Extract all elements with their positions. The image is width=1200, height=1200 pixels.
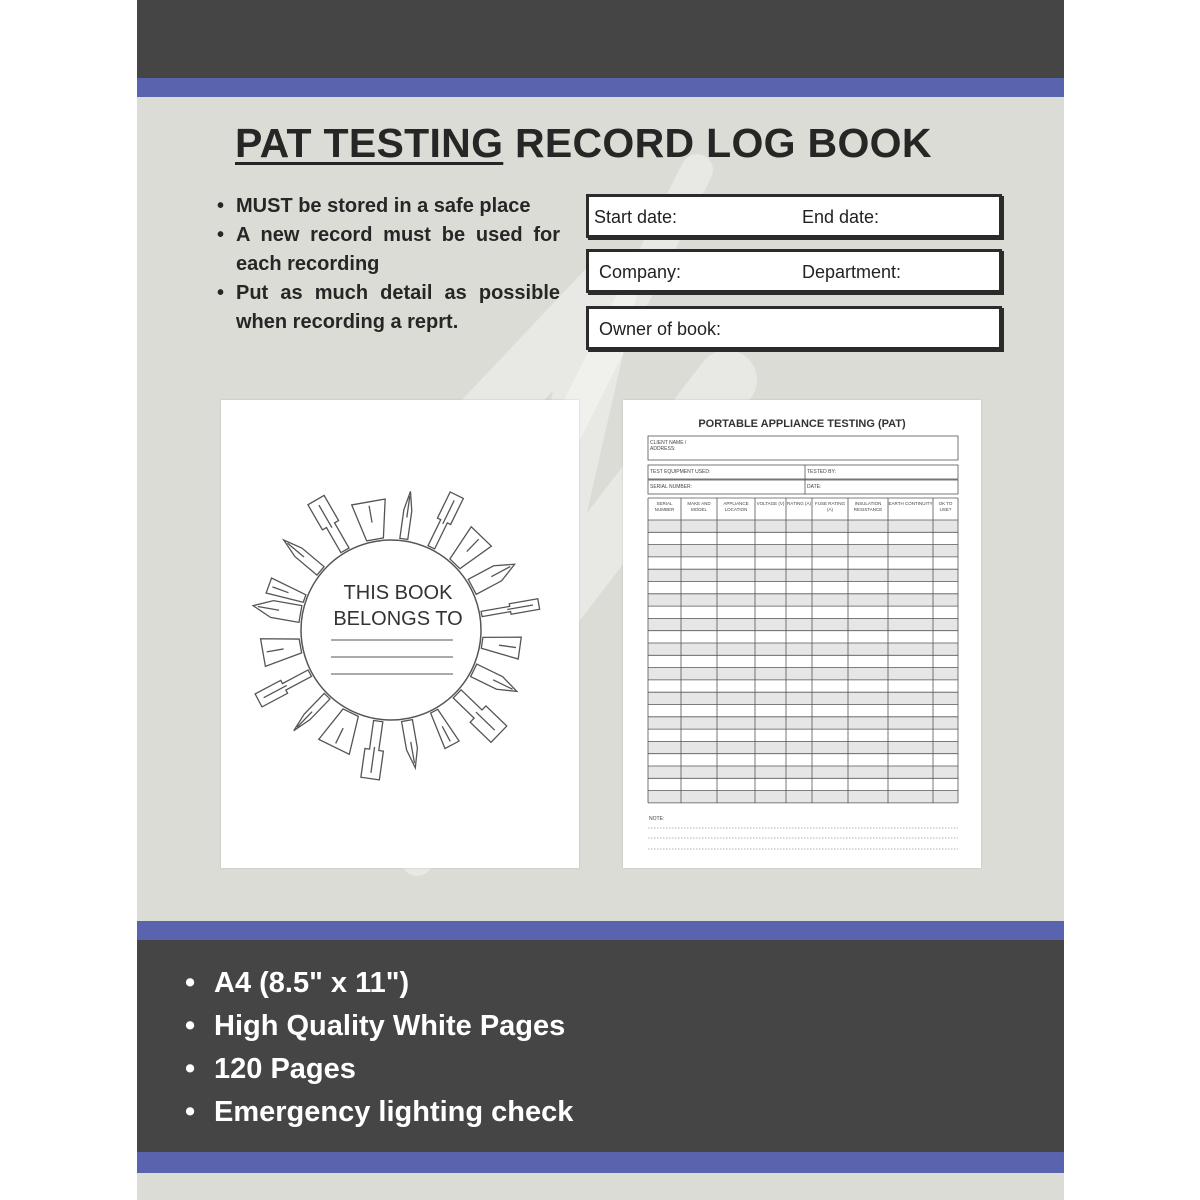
tested-by-label: TESTED BY: xyxy=(807,469,836,475)
tool-icon xyxy=(291,693,330,733)
tool-icon xyxy=(361,720,388,780)
client-label: CLIENT NAME / ADDRESS: xyxy=(650,440,687,452)
column-header: VOLTAGE (V) xyxy=(756,501,785,506)
column-header: FUSE RATING (A) xyxy=(815,501,845,512)
tool-icon xyxy=(252,597,302,622)
owner-label: Owner of book: xyxy=(599,319,722,339)
start-date-label: Start date: xyxy=(594,207,678,227)
tool-icon xyxy=(427,707,459,748)
column-header: MAKE AND MODEL xyxy=(687,501,711,512)
column-header: RATING (A) xyxy=(787,501,811,506)
belongs-line-2: BELONGS TO xyxy=(333,608,463,630)
book-cover xyxy=(137,0,1064,1200)
date-label: DATE: xyxy=(807,484,822,490)
column-header: APPLIANCE LOCATION xyxy=(723,501,749,512)
preview-record-page xyxy=(623,400,981,868)
tool-icon xyxy=(255,667,313,707)
tool-icon xyxy=(352,499,392,542)
feature-item: • Emergency lighting check xyxy=(185,1091,573,1134)
tool-icon xyxy=(280,536,324,575)
record-page-title: PORTABLE APPLIANCE TESTING (PAT) xyxy=(698,418,906,430)
top-dark-band xyxy=(137,0,1064,78)
note-label: NOTE: xyxy=(649,816,665,822)
features-list xyxy=(185,962,573,1134)
title-underlined: PAT TESTING xyxy=(235,120,504,166)
bottom-blue-stripe-lower xyxy=(137,1152,1064,1173)
tools-wreath-illustration xyxy=(221,400,579,868)
bottom-blue-stripe-upper xyxy=(137,921,1064,940)
department-label: Department: xyxy=(802,262,902,282)
column-header: OK TO USE? xyxy=(938,501,953,512)
tool-icon xyxy=(449,686,506,743)
company-box xyxy=(586,249,1002,293)
tool-icon xyxy=(402,720,421,769)
page-title xyxy=(235,120,995,167)
title-rest: RECORD LOG BOOK xyxy=(503,120,932,166)
serial-number-label: SERIAL NUMBER: xyxy=(650,484,693,490)
column-header: EARTH CONTINUITY xyxy=(888,501,933,506)
feature-item: • 120 Pages xyxy=(185,1048,573,1091)
rules-list xyxy=(215,192,560,337)
tool-icon xyxy=(261,632,303,666)
tool-icon xyxy=(481,599,540,620)
tool-icon xyxy=(400,491,415,540)
rule-item: • A new record must be used for each recording xyxy=(215,221,560,279)
feature-item: • High Quality White Pages xyxy=(185,1005,573,1048)
column-header: SERIAL NUMBER xyxy=(654,501,675,512)
feature-item: • A4 (8.5" x 11") xyxy=(185,962,573,1005)
tool-icon xyxy=(425,492,464,551)
rule-item: • MUST be stored in a safe place xyxy=(215,192,560,221)
rule-item: • Put as much detail as possible when recording a reprt. xyxy=(215,279,560,337)
preview-belongs-page xyxy=(221,400,579,868)
tool-icon xyxy=(308,495,353,555)
tool-icon xyxy=(471,664,520,698)
end-date-label: End date: xyxy=(802,207,880,227)
owner-box xyxy=(586,306,1002,350)
belongs-line-1: THIS BOOK xyxy=(343,582,453,604)
tool-icon xyxy=(481,632,522,659)
column-header: INSULATION RESISTANCE xyxy=(853,501,883,512)
belongs-heading xyxy=(323,580,473,632)
company-label: Company: xyxy=(599,262,682,282)
tool-icon xyxy=(468,557,518,595)
top-blue-stripe xyxy=(137,78,1064,97)
dates-box xyxy=(586,194,1002,238)
test-equipment-label: TEST EQUIPMENT USED: xyxy=(650,469,711,475)
